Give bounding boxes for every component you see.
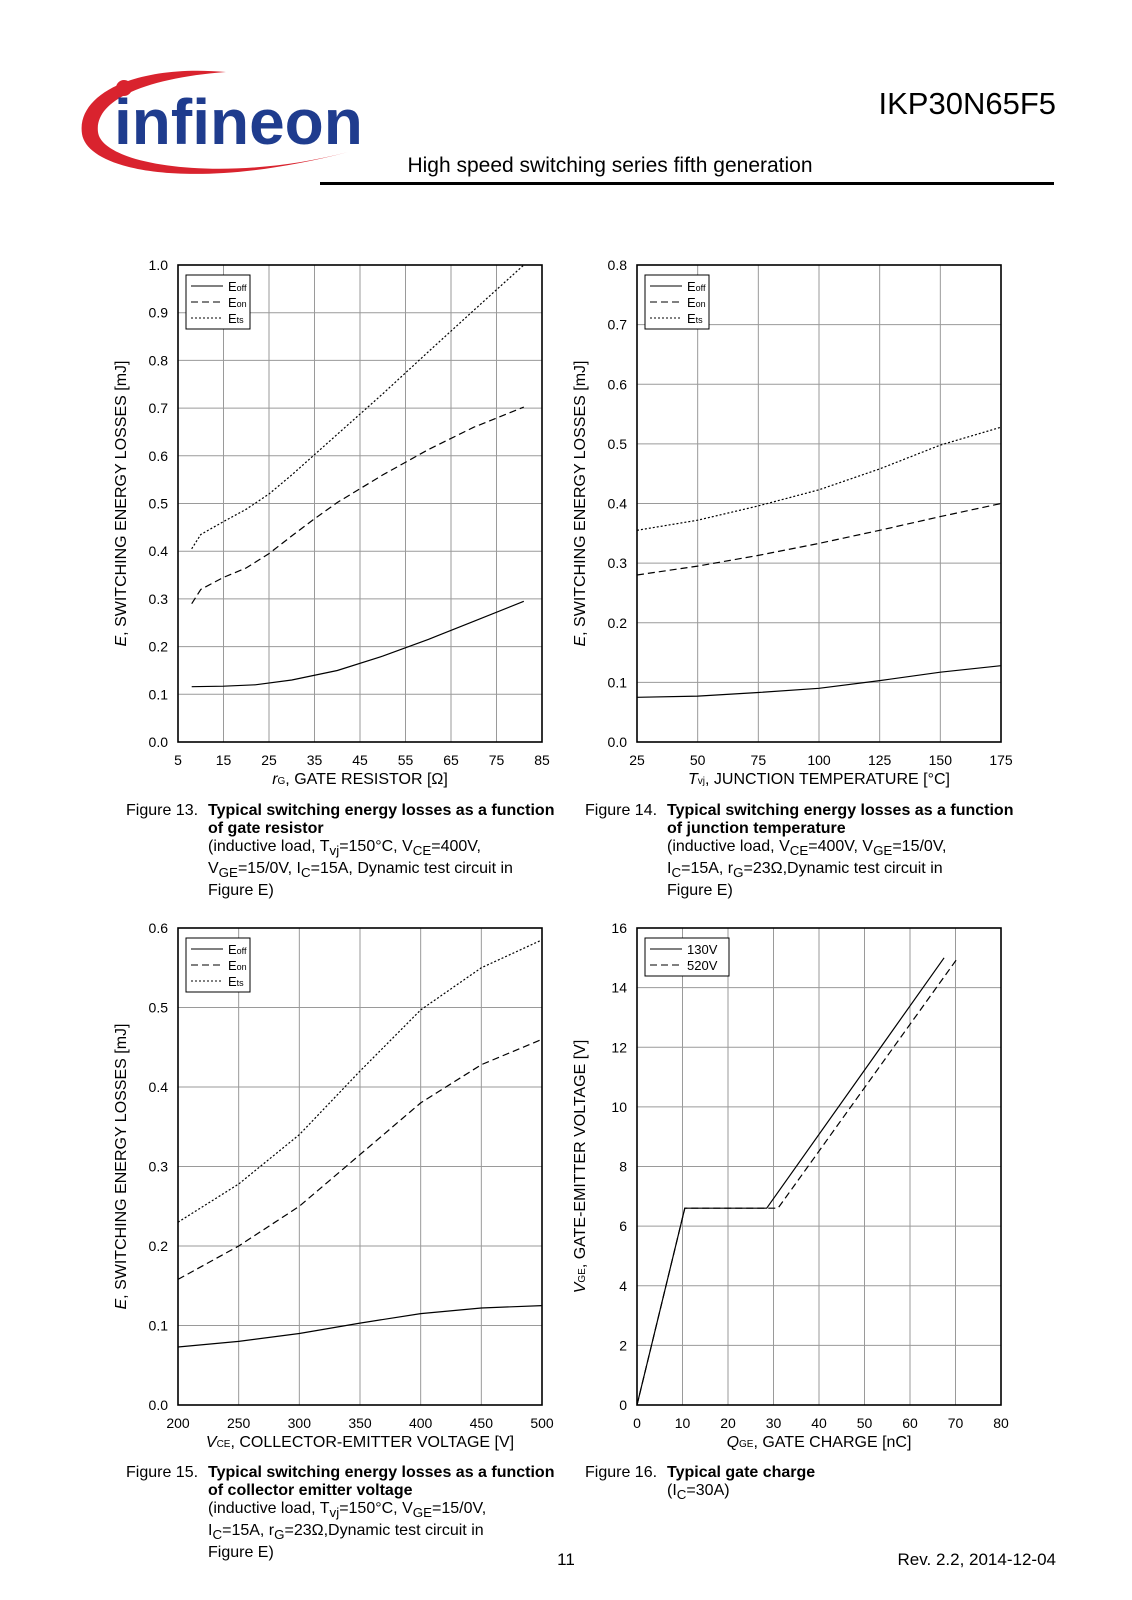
y-tick-label: 10 (611, 1098, 627, 1115)
x-tick-label: 60 (902, 1415, 918, 1431)
x-tick-label: 25 (261, 752, 277, 768)
part-number: IKP30N65F5 (878, 86, 1056, 121)
x-tick-label: 400 (408, 1415, 433, 1431)
caption-conditions: (inductive load, $T_{vj}=150^\circ C$, $V_{GE}=15/0V$, $I_C=15A$, $r_G=23\Omega,Dynamic$ test circuit in Figure E) (208, 1500, 487, 1562)
y-tick-label: 0.2 (148, 638, 168, 655)
legend-label: Eoff (228, 942, 247, 957)
legend-label: Eoff (228, 279, 247, 294)
y-tick-label: 2 (619, 1337, 627, 1354)
caption-number: Figure 16. (585, 1464, 658, 1481)
y-tick-label: 0.4 (148, 1079, 168, 1095)
caption-conditions: (inductive load, $V_{CE}=400V$, $V_{GE}=15/0V$, $I_C=15A$, $r_G=23\Omega,Dynamic$ test circuit in Figure E) (667, 838, 947, 900)
x-tick-label: 85 (534, 752, 550, 768)
y-tick-label: 0.7 (148, 400, 168, 417)
x-tick-label: 50 (689, 752, 706, 768)
y-tick-label: 0.3 (607, 555, 627, 572)
y-tick-label: 0.9 (148, 304, 168, 321)
y-tick-label: 0.1 (607, 674, 627, 691)
y-tick-label: 0.3 (148, 590, 168, 607)
y-tick-label: 0.5 (148, 495, 168, 512)
x-tick-label: 20 (720, 1415, 736, 1431)
y-tick-label: 0.8 (607, 257, 627, 273)
x-tick-label: 75 (750, 752, 767, 768)
y-axis-label: E, SWITCHING ENERGY LOSSES [mJ] (113, 360, 130, 647)
x-tick-label: 15 (215, 752, 232, 768)
x-tick-label: 55 (397, 752, 414, 768)
grid (637, 928, 1001, 1405)
x-tick-label: 30 (765, 1415, 782, 1431)
page-number: 11 (557, 1550, 575, 1569)
x-tick-label: 35 (306, 752, 323, 768)
caption-title: Typical gate charge (667, 1464, 816, 1481)
caption-conditions: (inductive load, $T_{vj}=150^\circ C$, $V_{CE}=400V$, $V_{GE}=15/0V$, $I_C=15A$, Dynamic test circuit in Figure E) (208, 838, 513, 900)
caption-title: Typical switching energy losses as a function of collector emitter voltage (208, 1464, 555, 1499)
legend-label: 520V (687, 958, 718, 973)
x-tick-label: 80 (993, 1415, 1009, 1431)
x-tick-label: 250 (226, 1415, 251, 1431)
caption-number: Figure 15. (126, 1464, 199, 1481)
legend-label: Eon (687, 295, 706, 310)
legend-label: Ets (687, 311, 703, 326)
x-axis-label: QGE, GATE CHARGE [nC] (726, 1434, 912, 1451)
y-axis-label: VGE, GATE-EMITTER VOLTAGE [V] (572, 1039, 589, 1294)
series-line-130v (637, 958, 944, 1405)
y-tick-label: 0.3 (148, 1158, 168, 1175)
x-axis-label: VCE, COLLECTOR-EMITTER VOLTAGE [V] (205, 1434, 515, 1451)
logo-wordmark: infineon (114, 86, 363, 158)
y-tick-label: 4 (619, 1277, 627, 1294)
x-tick-label: 45 (352, 752, 368, 768)
y-tick-label: 0 (619, 1397, 627, 1413)
y-tick-label: 0.0 (148, 734, 168, 750)
legend-label: Ets (228, 974, 244, 989)
y-tick-label: 0.2 (607, 614, 627, 631)
y-tick-label: 0.2 (148, 1238, 168, 1254)
x-tick-label: 300 (287, 1415, 312, 1431)
caption-conditions: $(I_C=30A)$ (667, 1482, 730, 1503)
x-tick-label: 125 (867, 752, 892, 768)
y-tick-label: 12 (611, 1039, 627, 1056)
x-tick-label: 100 (807, 752, 831, 768)
y-tick-label: 0.0 (148, 1397, 168, 1413)
y-tick-label: 16 (611, 920, 627, 936)
caption-number: Figure 14. (585, 802, 658, 819)
y-tick-label: 0.5 (607, 435, 627, 452)
y-tick-label: 1.0 (148, 257, 168, 273)
y-tick-label: 14 (611, 979, 627, 996)
y-tick-label: 8 (619, 1158, 627, 1175)
y-tick-label: 0.1 (148, 1317, 168, 1334)
y-tick-label: 0.1 (148, 686, 168, 703)
x-tick-label: 350 (348, 1415, 372, 1431)
x-tick-label: 40 (811, 1415, 827, 1431)
x-axis-label: rG, GATE RESISTOR [Ω] (272, 771, 448, 788)
x-tick-label: 500 (530, 1415, 554, 1431)
document-subtitle: High speed switching series fifth generation (407, 154, 813, 177)
y-axis-label: E, SWITCHING ENERGY LOSSES [mJ] (113, 1023, 130, 1310)
caption-number: Figure 13. (126, 802, 199, 819)
x-tick-label: 25 (629, 752, 645, 768)
x-tick-label: 175 (989, 752, 1013, 768)
x-tick-label: 70 (947, 1415, 964, 1431)
y-tick-label: 0.6 (148, 920, 168, 936)
legend (645, 938, 729, 976)
x-tick-label: 5 (174, 752, 182, 768)
x-tick-label: 450 (469, 1415, 494, 1431)
y-tick-label: 0.6 (607, 376, 627, 393)
y-tick-label: 0.8 (148, 352, 168, 369)
x-tick-label: 0 (633, 1415, 641, 1431)
x-tick-label: 150 (928, 752, 953, 768)
x-tick-label: 50 (856, 1415, 873, 1431)
legend-label: Ets (228, 311, 244, 326)
y-axis-label: E, SWITCHING ENERGY LOSSES [mJ] (572, 360, 589, 647)
caption-title: Typical switching energy losses as a function of junction temperature (667, 802, 1014, 837)
y-tick-label: 0.6 (148, 447, 168, 464)
y-tick-label: 0.7 (607, 316, 627, 333)
x-tick-label: 200 (166, 1415, 190, 1431)
x-tick-label: 65 (443, 752, 459, 768)
caption-title: Typical switching energy losses as a function of gate resistor (208, 802, 555, 837)
x-tick-label: 75 (488, 752, 505, 768)
y-tick-label: 6 (619, 1218, 627, 1235)
x-axis-label: Tvj, JUNCTION TEMPERATURE [°C] (688, 771, 950, 788)
legend-label: Eoff (687, 279, 706, 294)
y-tick-label: 0.0 (607, 734, 627, 750)
legend-label: 130V (687, 942, 718, 957)
y-tick-label: 0.4 (607, 495, 627, 512)
legend-label: Eon (228, 958, 247, 973)
revision-date: Rev. 2.2, 2014-12-04 (897, 1550, 1056, 1569)
legend-label: Eon (228, 295, 247, 310)
y-tick-label: 0.4 (148, 543, 168, 560)
x-tick-label: 10 (674, 1415, 691, 1431)
y-tick-label: 0.5 (148, 999, 168, 1016)
